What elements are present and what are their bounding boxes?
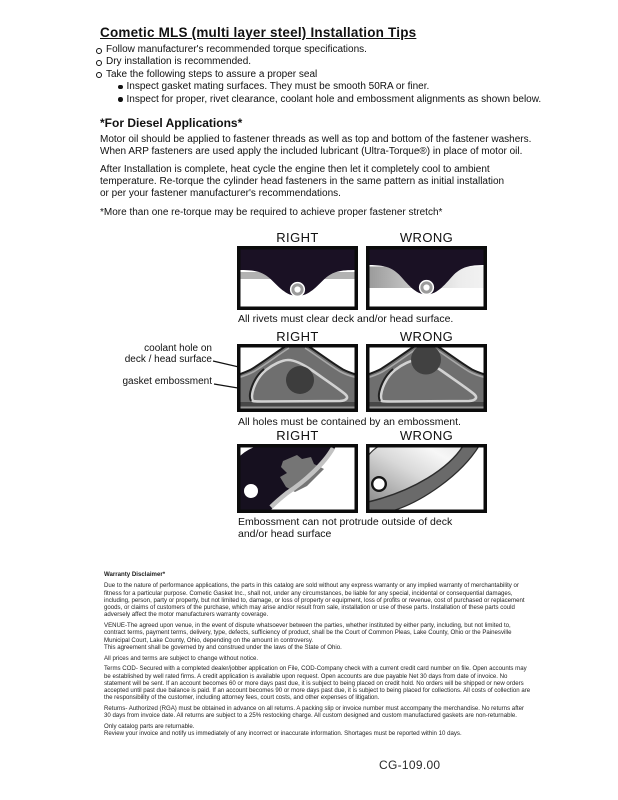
diesel-note: *More than one re-torque may be required to achieve proper fastener stretch* bbox=[100, 207, 443, 218]
sub-bullet-item bbox=[118, 81, 541, 93]
bullet-text: Take the following steps to assure a proper seal bbox=[106, 68, 318, 80]
paragraph-line: or per your fastener manufacturer's recommendations. bbox=[100, 187, 341, 199]
bullet-item bbox=[96, 69, 541, 81]
diagram-row1-wrong-panel bbox=[366, 246, 487, 310]
diagram-row2-wrong-panel bbox=[366, 344, 487, 412]
circle-bullet-icon bbox=[96, 48, 102, 54]
embossment-containment-right-diagram bbox=[237, 344, 358, 412]
fineprint-paragraph: All prices and terms are subject to change without notice. bbox=[104, 654, 259, 662]
circle-bullet-icon bbox=[96, 60, 102, 66]
sub-bullet-text: Inspect gasket mating surfaces. They must be smooth 50RA or finer. bbox=[126, 81, 430, 93]
diagram-row3-right-panel bbox=[237, 444, 358, 513]
rivet-clearance-right-diagram bbox=[237, 246, 358, 310]
bullet-text: Dry installation is recommended. bbox=[106, 56, 252, 68]
sub-bullet-item bbox=[118, 94, 541, 106]
row2-right-label: RIGHT bbox=[276, 329, 319, 344]
page-title: Cometic MLS (multi layer steel) Installation Tips bbox=[100, 25, 417, 40]
gasket-embossment-label: gasket embossment bbox=[122, 376, 212, 387]
diesel-paragraph-1 bbox=[100, 134, 531, 158]
row3-right-label: RIGHT bbox=[276, 428, 319, 443]
row3-wrong-label: WRONG bbox=[399, 428, 454, 443]
bullet-item bbox=[96, 44, 541, 56]
dot-bullet-icon bbox=[118, 97, 123, 102]
sub-bullet-text: Inspect for proper, rivet clearance, coolant hole and embossment alignments as shown below. bbox=[126, 93, 542, 105]
fineprint-paragraph: Only catalog parts are returnable. bbox=[104, 723, 195, 730]
row2-caption: All holes must be contained by an embossment. bbox=[238, 416, 461, 428]
bullet-item bbox=[96, 56, 541, 68]
fineprint-paragraph: VENUE-The agreed upon venue, in the event of dispute whatsoever between the parties, whether instituted by either party, including, but not limited to, contract terms, payment terms, delivery, type, defects, sufficiency of product, shall be the Court of Common Pleas, Lake County, Ohio or the Painesville Municipal Court, Lake County, Ohio, depending on the amount in controversy. bbox=[104, 622, 512, 644]
embossment-containment-wrong-diagram bbox=[366, 344, 487, 412]
page-number: CG-109.00 bbox=[379, 758, 441, 772]
caption-line: and/or head surface bbox=[238, 528, 332, 540]
paragraph-line: temperature. Re-torque the cylinder head fasteners in the same pattern as initial installation bbox=[100, 175, 505, 187]
diesel-paragraph-2 bbox=[100, 164, 504, 199]
diagram-row2-right-panel bbox=[237, 344, 358, 412]
row3-caption bbox=[238, 516, 452, 540]
paragraph-line: Motor oil should be applied to fastener threads as well as top and bottom of the fastener washers. bbox=[100, 134, 532, 145]
label-line: coolant hole on bbox=[144, 343, 212, 354]
label-line: deck / head surface bbox=[124, 353, 212, 365]
bullet-text: Follow manufacturer's recommended torque specifications. bbox=[106, 44, 367, 55]
fineprint-paragraph: Returns- Authorized (RGA) must be obtained in advance on all returns. A packing slip or invoice number must accompany the merchandise. No returns after 30 days from invoice date. All returns are subject to a 25% restocking charge. All custom designed and custom manufactured gaskets are non-returnable. bbox=[104, 705, 525, 720]
fineprint-paragraph: Review your invoice and notify us immediately of any incorrect or inaccurate information. Shortages must be reported within 10 days. bbox=[104, 730, 462, 738]
embossment-protrusion-wrong-diagram bbox=[366, 444, 487, 513]
rivet-clearance-wrong-diagram bbox=[366, 246, 487, 310]
fineprint-paragraph: Due to the nature of performance applications, the parts in this catalog are sold without any express warranty or any implied warranty of merchantability or fitness for a particular purpose. Cometic Gasket Inc., shall not, under any circumstances, be liable for any special, incidental or consequential damages, including, person, party or property, but not limited to, damage, or loss of property or equipment, loss of profits or revenue, cost of purchased or replacement goods, or claims of customers of the purchase, which may arise and/or result from sale, installation or use of these parts. Installation of these parts could adversely affect the motor manufacturers warranty coverage. bbox=[104, 582, 525, 619]
diesel-heading: *For Diesel Applications* bbox=[100, 116, 243, 130]
paragraph-line: After Installation is complete, heat cycle the engine then let it completely cool to ambient bbox=[100, 164, 490, 175]
warranty-fineprint bbox=[104, 571, 532, 741]
dot-bullet-icon bbox=[118, 85, 123, 90]
row2-wrong-label: WRONG bbox=[399, 329, 454, 344]
fineprint-paragraph: Terms COD- Secured with a completed dealer/jobber application on File, COD-Company check with a current credit card number on file. Open accounts may be established by well rated firms. A credit application is available upon request. Open accounts are due payable Net 30 days from date of invoice. No statement will be sent. If an account becomes 60 or more days past due, it is subject to being placed on credit hold. No orders will be shipped or new orders accepted until past due balance is paid. If an account becomes 90 or more days past due, it is subject to being placed for collections. All costs of collection are the responsibility of the customer, including attorney fees, court costs, and other expenses of litigation. bbox=[104, 665, 531, 702]
caption-line: Embossment can not protrude outside of deck bbox=[238, 516, 453, 528]
paragraph-line: When ARP fasteners are used apply the included lubricant (Ultra-Torque®) in place of motor oil. bbox=[100, 145, 523, 157]
diagram-row3-wrong-panel bbox=[366, 444, 487, 513]
fineprint-heading: Warranty Disclaimer* bbox=[104, 571, 166, 578]
row1-caption: All rivets must clear deck and/or head surface. bbox=[238, 313, 454, 325]
diagram-row1-right-panel bbox=[237, 246, 358, 310]
intro-bullet-list bbox=[96, 44, 541, 106]
coolant-hole-label bbox=[100, 344, 212, 366]
circle-bullet-icon bbox=[96, 72, 102, 78]
row1-wrong-label: WRONG bbox=[399, 230, 454, 245]
embossment-protrusion-right-diagram bbox=[237, 444, 358, 513]
fineprint-paragraph: This agreement shall be governed by and construed under the laws of the State of Ohio. bbox=[104, 643, 342, 651]
row1-right-label: RIGHT bbox=[276, 230, 319, 245]
